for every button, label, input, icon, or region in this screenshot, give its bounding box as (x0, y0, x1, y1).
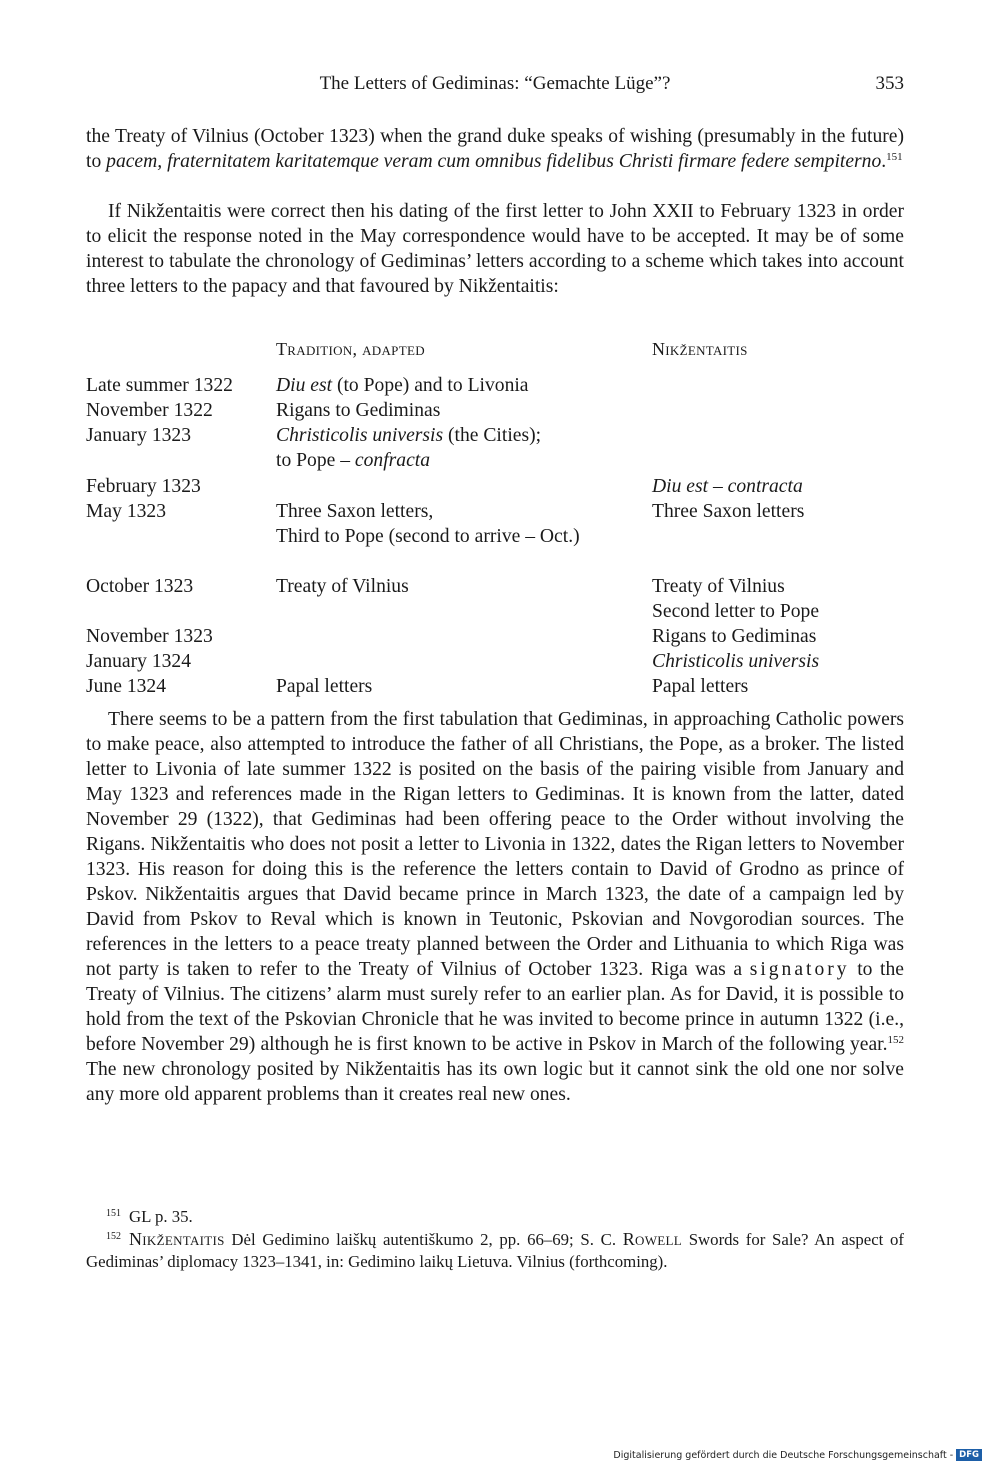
latin-title: Diu est – contracta (652, 476, 803, 497)
dfg-logo: DFG (956, 1449, 982, 1461)
row-nikzentaitis: Three Saxon letters (652, 501, 805, 522)
paragraph-3-text-continued: to the Treaty of Vilnius. The citizens’ alarm must surely refer to an earlier plan. As for David, it is possible to hold from the text of the Pskovian Chronicle that he was invited to become prince in autumn 1322 (i.e., before November 29) although he is first known to be active in Pskov in March of the following year. (86, 959, 904, 1055)
footnote-text: GL p. 35. (129, 1207, 193, 1226)
footnotes (86, 1206, 904, 1273)
author-name: Nikžentaitis (129, 1229, 225, 1249)
spaced-word: signatory (749, 959, 850, 980)
row-nikzentaitis: Treaty of Vilnius (652, 576, 785, 597)
paragraph-1-latin-quote: pacem, fraternitatem karitatemque veram cum omnibus fidelibus Christi firmare federe sempiterno (106, 151, 882, 172)
paragraph-2: If Nikžentaitis were correct then his dating of the first letter to John XXII to February 1323 in order to elicit the response noted in the May correspondence would have to be accepted. It may be of some interest to tabulate the chronology of Gediminas’ letters according to a scheme which takes into account three letters to the papacy and that favoured by Nikžentaitis: (86, 201, 904, 297)
footnote-number: 152 (106, 1231, 121, 1242)
paragraph-1-end: . (881, 151, 887, 172)
row-tradition: Papal letters (276, 676, 373, 697)
row-date: Late summer 1322 (86, 375, 233, 396)
running-title: The Letters of Gediminas: “Gemachte Lüge”? (319, 73, 671, 94)
row-date: November 1323 (86, 626, 213, 647)
row-nikzentaitis: Papal letters (652, 676, 749, 697)
author-name: Rowell (622, 1229, 683, 1249)
latin-title: Christicolis universis (652, 651, 820, 672)
footnote-number: 151 (106, 1208, 121, 1219)
footnote-ref-152[interactable]: 152 (887, 1034, 904, 1046)
paragraph-1-text: the Treaty of Vilnius (October 1323) when the grand duke speaks of wishing (presumably in the future) to (86, 126, 904, 172)
row-tradition-continued (276, 448, 430, 473)
row-nikzentaitis: Rigans to Gediminas (652, 626, 817, 647)
row-nikzentaitis (652, 649, 819, 674)
column-header-nikzentaitis: Nikžentaitis (652, 339, 748, 359)
paragraph-3-text-end: The new chronology posited by Nikžentaitis has its own logic but it cannot sink the old one nor solve any more old apparent problems than it creates real new ones. (86, 1059, 904, 1105)
row-tradition (276, 423, 541, 448)
row-date: January 1323 (86, 425, 192, 446)
row-nikzentaitis (652, 474, 803, 499)
row-tradition: Three Saxon letters, (276, 501, 434, 522)
running-header (86, 73, 904, 99)
footnote-ref-151[interactable]: 151 (886, 151, 903, 163)
footnote-152 (86, 1228, 904, 1273)
row-date: February 1323 (86, 476, 201, 497)
row-tradition: Rigans to Gediminas (276, 400, 441, 421)
row-tradition: Treaty of Vilnius (276, 576, 409, 597)
row-date: November 1322 (86, 400, 213, 421)
row-date: June 1324 (86, 676, 167, 697)
row-date: May 1323 (86, 501, 167, 522)
digitization-credit (613, 1448, 982, 1462)
paragraph-1 (86, 124, 904, 174)
latin-title: confracta (354, 450, 431, 471)
paragraph-3-text: There seems to be a pattern from the first tabulation that Gediminas, in approaching Catholic powers to make peace, also attempted to introduce the father of all Christians, the Pope, as a broker. The listed letter to Livonia of late summer 1322 is posited on the basis of the pairing visible from January and May 1323 and references made in the Rigan letters to Gediminas. It is known from the latter, dated November 29 (1322), that Gediminas had been offering peace to the Order without involving the Rigans. Nikžentaitis who does not posit a letter to Livonia in 1322, dates the Rigan letters to November 1323. His reason for doing this is the reference the letters contain to David of Grodno as prince of Pskov. Nikžentaitis argues that David became prince in March 1323, the date of a campaign led by David from Pskov to Reval which is known in Teutonic, Pskovian and Novgorodian sources. The references in the letters to a peace treaty planned between the Order and Lithuania to which Riga was not party is taken to refer to the Treaty of Vilnius of October 1323. Riga was a (86, 709, 904, 980)
credit-text: Digitalisierung gefördert durch die Deutsche Forschungsgemeinschaft - (613, 1449, 954, 1461)
footnote-text: Dėl Gedimino laiškų autentiškumo 2, pp. 66–69; S. C. (224, 1230, 623, 1249)
row-date: October 1323 (86, 576, 194, 597)
latin-title: Diu est (276, 375, 333, 396)
footnote-text: Swords for Sale? An aspect of Gediminas’ diplomacy 1323–1341, in: Gedimino laikų Lietuva. Vilnius (forthcoming). (86, 1230, 904, 1271)
row-tradition-continued: Third to Pope (second to arrive – Oct.) (276, 526, 580, 547)
row-nikzentaitis-continued: Second letter to Pope (652, 601, 820, 622)
paragraph-3 (86, 707, 904, 1107)
footnote-151 (86, 1206, 904, 1228)
row-tradition-text: (to Pope) and to Livonia (332, 375, 529, 396)
row-date: January 1324 (86, 651, 192, 672)
row-tradition (276, 373, 529, 398)
row-tradition-text: to Pope – (276, 450, 355, 471)
latin-title: Christicolis universis (276, 425, 444, 446)
column-header-tradition: Tradition, adapted (276, 339, 425, 359)
row-tradition-text: (the Cities); (443, 425, 542, 446)
page-number: 353 (875, 73, 904, 94)
